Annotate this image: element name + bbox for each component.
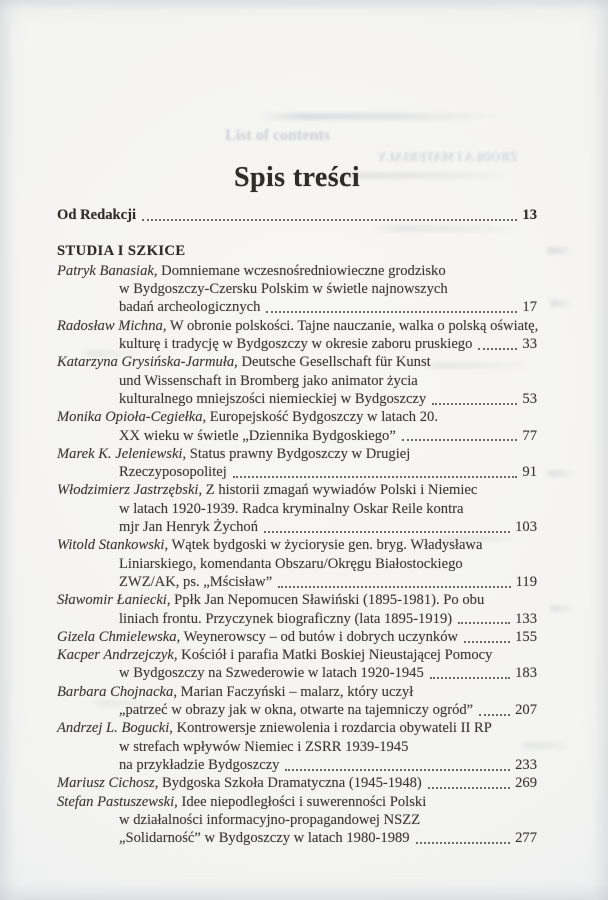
toc-entry [57, 793, 537, 848]
author-name: Katarzyna Grysińska-Jarmuła [57, 354, 235, 371]
toc-entry [57, 774, 537, 792]
section-heading: STUDIA I SZKICE [57, 242, 186, 259]
page-number: 53 [522, 390, 537, 407]
line-text: w latach 1920-1939. Radca kryminalny Oskar Reile kontra [119, 500, 464, 517]
toc-line [57, 829, 537, 847]
showthrough-smudge [545, 470, 575, 477]
author-name: Gizela Chmielewska [57, 628, 177, 645]
toc-line [57, 280, 537, 298]
toc-entry [57, 646, 537, 683]
line-text: badań archeologicznych [119, 299, 261, 316]
line-text: , Deutsche Gesellschaft für Kunst [234, 354, 431, 371]
page-number: 183 [515, 665, 537, 682]
toc-line [57, 738, 537, 756]
toc-line [57, 664, 537, 682]
dot-leader [458, 622, 510, 624]
author-name: Kacper Andrzejczyk [57, 647, 174, 664]
dot-leader [479, 714, 510, 716]
dot-leader [478, 348, 517, 350]
toc-line [57, 573, 537, 591]
line-text: na przykładzie Bydgoszczy [119, 756, 280, 773]
toc-line [57, 536, 537, 554]
line-text: , Idee niepodległości i suwerenności Polski [174, 793, 427, 810]
line-text: , Z historii zmagań wywiadów Polski i Niemiec [198, 482, 478, 499]
toc-line [57, 445, 537, 463]
line-text: , Status prawny Bydgoszczy w Drugiej [182, 445, 411, 462]
author-name: Witold Stankowski [57, 537, 165, 554]
toc-entry [57, 353, 537, 408]
toc-line [57, 500, 537, 518]
toc-line [57, 646, 537, 664]
line-text: , Bydgoska Szkoła Dramatyczna (1945-1948) [154, 775, 422, 792]
od-redakcji-label: Od Redakcji [57, 207, 137, 223]
line-text: „patrzeć w obrazy jak w okna, otwarte na tajemniczy ogród” [119, 702, 474, 719]
toc-line [57, 372, 537, 390]
author-name: Stefan Pastuszewski [57, 793, 175, 810]
toc-line [57, 719, 537, 737]
showthrough-mirrored-heading: ŹRÓDŁA I MATERIAŁY [377, 150, 518, 164]
toc-line [57, 756, 537, 774]
toc-entry [57, 481, 537, 536]
toc-line [57, 317, 537, 335]
author-name: Marek K. Jeleniewski [57, 445, 183, 462]
page-number: 155 [515, 628, 537, 645]
line-text: w strefach wpływów Niemiec i ZSRR 1939-1945 [119, 738, 409, 755]
line-text: , Kościół i parafia Matki Boskiej Nieustającej Pomocy [173, 647, 493, 664]
dot-leader [430, 677, 510, 679]
line-text: , Wątek bydgoski w życiorysie gen. bryg. Władysława [164, 537, 483, 554]
toc-entry [57, 262, 537, 317]
toc-entry [57, 719, 537, 774]
dot-leader [428, 787, 510, 789]
line-text: , Weynerowscy – od butów i dobrych uczynków [176, 628, 459, 645]
showthrough-heading: List of contents [225, 127, 330, 144]
od-redakcji-row [57, 206, 537, 224]
line-text: w Bydgoszczy na Szwederowie w latach 1920-1945 [119, 665, 424, 682]
page-number: 269 [515, 775, 537, 792]
line-text: liniach frontu. Przyczynek biograficzny (lata 1895-1919) [119, 610, 453, 627]
showthrough-smudge [545, 247, 573, 254]
dot-leader [266, 311, 517, 313]
line-text: kulturę i tradycję w Bydgoszczy w okresie zaboru pruskiego [119, 336, 473, 353]
page-number: 119 [515, 573, 537, 590]
toc-line [57, 518, 537, 536]
toc-line [57, 555, 537, 573]
page-title: Spis treści [234, 162, 360, 193]
line-text: Rzeczyposopolitej [119, 464, 227, 481]
line-text: , Kontrowersje zniewolenia i rozdarcia obywateli II RP [169, 720, 492, 737]
toc-line [57, 774, 537, 792]
toc-entry [57, 317, 537, 354]
dot-leader [402, 439, 518, 441]
dot-leader [432, 403, 517, 405]
toc-line [57, 427, 537, 445]
toc-line [57, 408, 537, 426]
dot-leader [464, 641, 510, 643]
author-name: Monika Opioła-Cegiełka [57, 409, 203, 426]
toc-line [57, 262, 537, 280]
toc-line [57, 481, 537, 499]
showthrough-smudge [548, 300, 572, 307]
page-number: 13 [522, 207, 537, 223]
line-text: mjr Jan Henryk Żychoń [119, 519, 259, 536]
author-name: Andrzej L. Bogucki [57, 720, 170, 737]
toc-line [57, 793, 537, 811]
line-text: , Marian Faczyński – malarz, który uczył [173, 683, 414, 700]
dot-leader [278, 586, 510, 588]
toc-line [57, 298, 537, 316]
toc-line [57, 591, 537, 609]
dot-leader [285, 769, 510, 771]
line-text: und Wissenschaft in Bromberg jako animator życia [119, 372, 418, 389]
author-name: Sławomir Łaniecki [57, 592, 167, 609]
toc-line [57, 701, 537, 719]
page-number: 277 [515, 830, 537, 847]
dot-leader [142, 219, 517, 221]
toc-line [57, 463, 537, 481]
page-number: 133 [515, 610, 537, 627]
page-number: 233 [515, 756, 537, 773]
toc-entry [57, 683, 537, 720]
page-number: 17 [522, 299, 537, 316]
author-name: Włodzimierz Jastrzębski [57, 482, 199, 499]
dot-leader [233, 476, 518, 478]
table-of-contents [57, 206, 537, 847]
toc-entry [57, 445, 537, 482]
line-text: w działalności informacyjno-propagandowej NSZZ [119, 811, 421, 828]
toc-line [57, 353, 537, 371]
line-text: w Bydgoszczy-Czersku Polskim w świetle najnowszych [119, 281, 448, 298]
toc-entries [57, 262, 537, 848]
author-name: Barbara Chojnacka [57, 683, 174, 700]
author-name: Patryk Banasiak [57, 262, 154, 279]
line-text: „Solidarność” w Bydgoszczy w latach 1980-1989 [119, 830, 410, 847]
line-text: , Domniemane wczesnośredniowieczne grodzisko [153, 262, 446, 279]
toc-line [57, 610, 537, 628]
showthrough-smudge [258, 113, 508, 120]
showthrough-smudge [548, 605, 574, 612]
line-text: , W obronie polskości. Tajne nauczanie, walka o polską oświatę, [162, 317, 539, 334]
page-number: 77 [522, 427, 537, 444]
toc-entry [57, 408, 537, 445]
page-number: 103 [515, 519, 537, 536]
page-number: 91 [522, 464, 537, 481]
toc-line [57, 811, 537, 829]
toc-line [57, 683, 537, 701]
author-name: Mariusz Cichosz [57, 775, 155, 792]
dot-leader [264, 531, 510, 533]
line-text: ZWZ/AK, ps. „Mścisław” [119, 573, 273, 590]
toc-line [57, 628, 537, 646]
line-text: kulturalnego mniejszości niemieckiej w Bydgoszczy [119, 390, 427, 407]
line-text: , Ppłk Jan Nepomucen Sławiński (1895-1981). Po obu [166, 592, 485, 609]
toc-line [57, 390, 537, 408]
toc-line [57, 335, 537, 353]
line-text: XX wieku w świetle „Dziennika Bydgoskiego” [119, 427, 396, 444]
line-text: , Europejskość Bydgoszczy w latach 20. [202, 409, 438, 426]
page-number: 207 [515, 702, 537, 719]
line-text: Liniarskiego, komendanta Obszaru/Okręgu Białostockiego [119, 555, 463, 572]
toc-entry [57, 628, 537, 646]
author-name: Radosław Michna [57, 317, 163, 334]
toc-entry [57, 591, 537, 628]
toc-entry [57, 536, 537, 591]
page-number: 33 [522, 336, 537, 353]
dot-leader [416, 842, 511, 844]
